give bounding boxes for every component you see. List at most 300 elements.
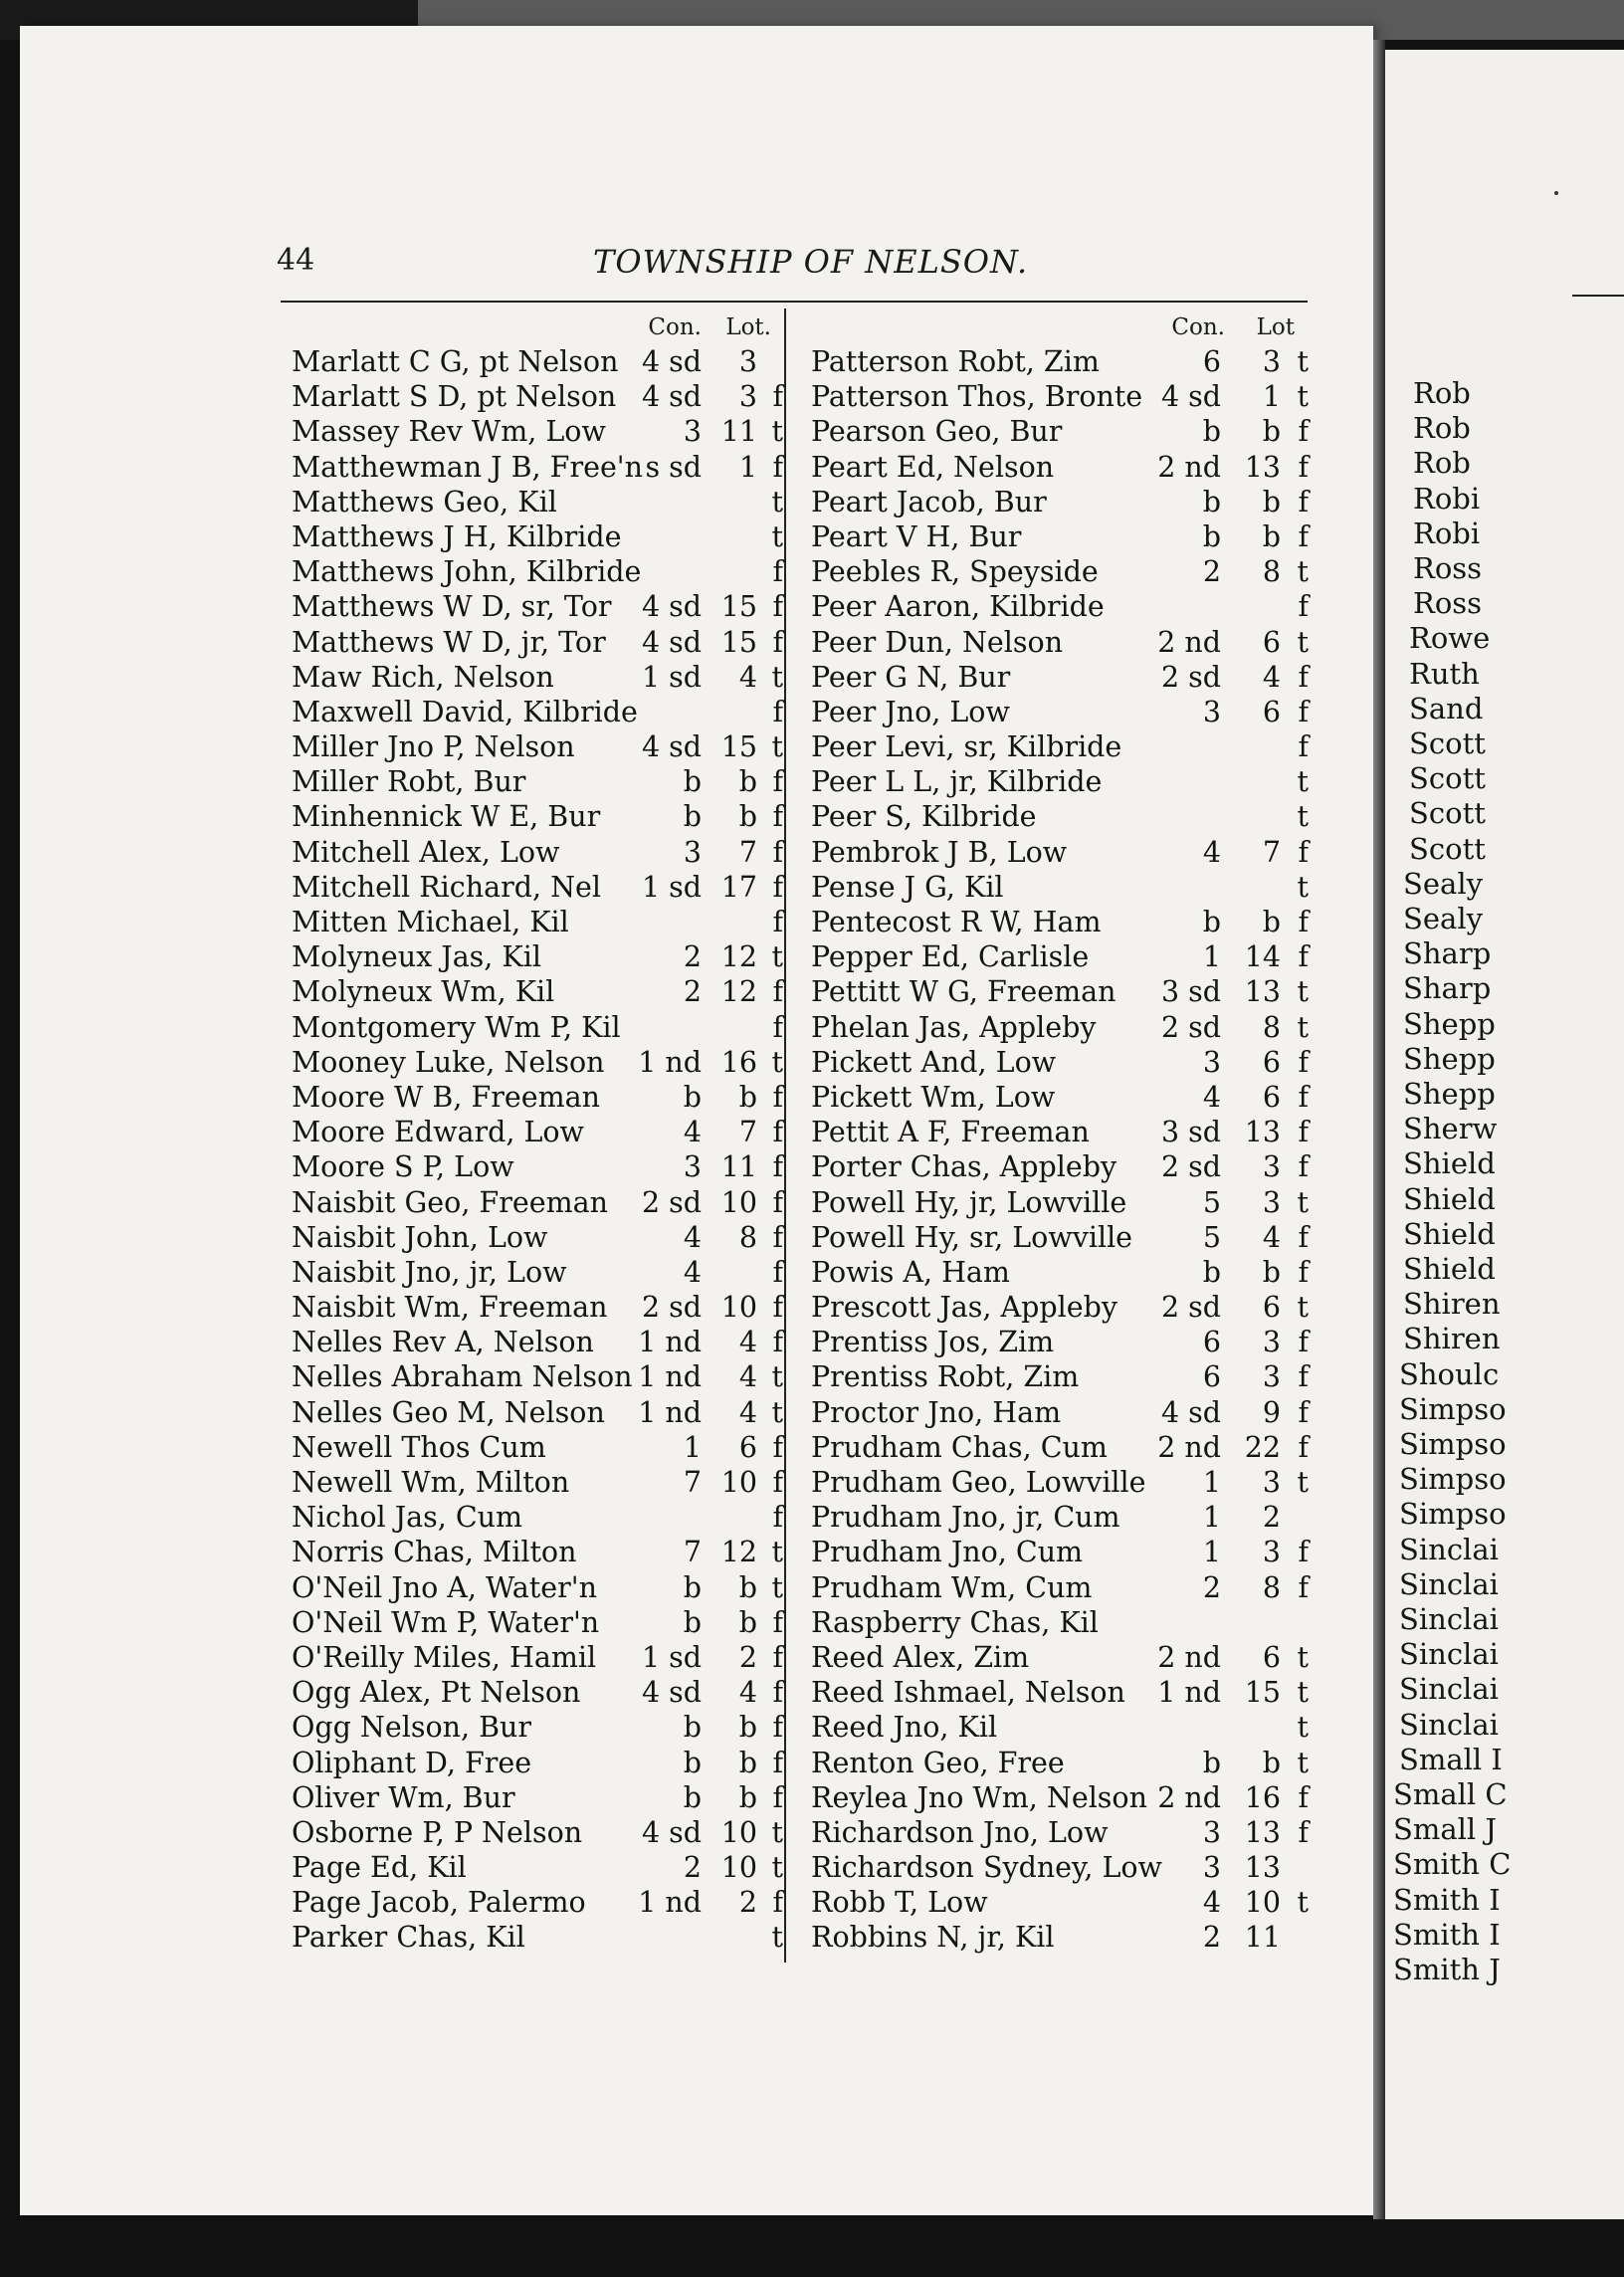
directory-entry xyxy=(292,1045,783,1080)
entry-concession: 6 xyxy=(1202,1326,1221,1359)
page-title: TOWNSHIP OF NELSON. xyxy=(593,243,1029,281)
directory-entry xyxy=(811,1359,1309,1394)
directory-entry xyxy=(292,1080,783,1115)
entry-tenure: f xyxy=(772,1150,783,1184)
entry-lot: 15 xyxy=(1244,1676,1281,1710)
entry-tenure: f xyxy=(1298,1116,1309,1149)
entry-concession: b xyxy=(1202,485,1221,518)
entry-tenure: f xyxy=(1298,415,1309,449)
facing-name-fragment: Sinclai xyxy=(1399,1532,1499,1566)
entry-name: Molyneux Jas, Kil xyxy=(292,940,541,974)
page-header xyxy=(20,243,1373,287)
entry-tenure: f xyxy=(772,906,783,938)
right-column xyxy=(811,314,1309,1956)
entry-name: Robbins N, jr, Kil xyxy=(811,1921,1055,1955)
directory-entry xyxy=(292,695,783,729)
facing-name-fragment: Sealy xyxy=(1403,902,1483,935)
entry-tenure: f xyxy=(1298,1780,1309,1814)
entry-concession: 3 xyxy=(1202,1045,1221,1079)
entry-lot: b xyxy=(1262,1255,1281,1289)
entry-name: Marlatt S D, pt Nelson xyxy=(292,380,617,414)
entry-tenure: f xyxy=(772,1255,783,1289)
entry-concession: 2 xyxy=(683,1851,702,1885)
entry-tenure: t xyxy=(1297,1466,1309,1499)
entry-lot: 3 xyxy=(1262,1185,1281,1219)
entry-name: Reed Ishmael, Nelson xyxy=(811,1676,1125,1710)
entry-name: Prudham Wm, Cum xyxy=(811,1570,1093,1604)
entry-concession: 2 nd xyxy=(1157,1780,1221,1814)
entry-lot: 10 xyxy=(1244,1886,1281,1920)
directory-entry xyxy=(811,835,1309,870)
directory-entry xyxy=(811,1570,1309,1605)
directory-entry xyxy=(292,1465,783,1500)
entry-concession: 1 sd xyxy=(641,1640,702,1674)
entry-concession: 2 nd xyxy=(1157,1430,1221,1464)
entry-tenure: f xyxy=(772,1080,783,1114)
book-page xyxy=(20,26,1373,2215)
entry-name: Matthews J H, Kilbride xyxy=(292,519,622,553)
facing-name-fragment: Shepp xyxy=(1403,1077,1496,1111)
entry-name: Patterson Robt, Zim xyxy=(811,345,1100,378)
entry-lot: b xyxy=(738,800,757,834)
entry-name: Pickett Wm, Low xyxy=(811,1080,1056,1114)
entry-lot: 15 xyxy=(720,730,757,764)
entry-concession: b xyxy=(1202,1255,1221,1289)
entry-concession: 7 xyxy=(683,1466,702,1499)
directory-entry xyxy=(292,1149,783,1184)
entry-name: Page Jacob, Palermo xyxy=(292,1886,586,1920)
entry-lot: 15 xyxy=(720,590,757,624)
entry-concession: s sd xyxy=(645,450,702,484)
directory-entry xyxy=(811,1149,1309,1184)
entry-tenure: f xyxy=(772,1010,783,1044)
entry-name: Reylea Jno Wm, Nelson xyxy=(811,1780,1147,1814)
directory-entry xyxy=(292,625,783,660)
entry-name: Richardson Sydney, Low xyxy=(811,1851,1162,1885)
right-column-header xyxy=(811,314,1309,344)
entry-lot: 8 xyxy=(1262,555,1281,589)
entry-lot: b xyxy=(1262,415,1281,449)
facing-name-fragment: Scott xyxy=(1409,796,1486,831)
entry-name: O'Neil Jno A, Water'n xyxy=(292,1570,597,1604)
facing-name-fragment: Scott xyxy=(1409,831,1486,866)
entry-tenure: t xyxy=(1297,975,1309,1009)
entry-name: Mitten Michael, Kil xyxy=(292,906,569,938)
directory-entry xyxy=(811,1850,1309,1885)
entry-concession: 3 xyxy=(1202,1851,1221,1885)
entry-tenure: f xyxy=(772,835,783,869)
right-entries xyxy=(811,344,1309,1956)
entry-tenure: t xyxy=(771,1536,783,1569)
entry-name: Oliver Wm, Bur xyxy=(292,1780,515,1814)
directory-entry xyxy=(811,379,1309,414)
facing-name-fragment: Shoulc xyxy=(1399,1356,1500,1391)
entry-lot: 13 xyxy=(1244,975,1281,1009)
directory-entry xyxy=(292,1290,783,1325)
directory-entry xyxy=(292,344,783,379)
facing-name-fragment: Sand xyxy=(1409,691,1484,725)
entry-concession: 4 sd xyxy=(641,730,702,764)
entry-concession: b xyxy=(1202,519,1221,553)
facing-name-fragment: Shield xyxy=(1403,1216,1496,1251)
entry-name: Mitchell Alex, Low xyxy=(292,835,560,869)
entry-name: Prescott Jas, Appleby xyxy=(811,1291,1117,1325)
facing-name-fragment: Robi xyxy=(1413,516,1481,550)
book-spine xyxy=(1373,40,1385,2219)
entry-lot: 6 xyxy=(1262,1291,1281,1325)
directory-entry xyxy=(811,1255,1309,1290)
entry-concession: 1 nd xyxy=(638,1045,702,1079)
entry-concession: 3 xyxy=(1202,695,1221,728)
entry-lot: 3 xyxy=(738,345,757,378)
directory-entry xyxy=(811,625,1309,660)
entry-name: Ogg Nelson, Bur xyxy=(292,1711,532,1745)
page-number: 44 xyxy=(277,243,315,278)
directory-entry xyxy=(292,1500,783,1535)
directory-entry xyxy=(292,1010,783,1045)
entry-name: Prentiss Robt, Zim xyxy=(811,1360,1080,1394)
entry-name: Marlatt C G, pt Nelson xyxy=(292,345,619,378)
directory-entry xyxy=(292,1780,783,1815)
directory-entry xyxy=(292,1605,783,1640)
directory-entry xyxy=(811,1815,1309,1850)
facing-name-fragment: Small J xyxy=(1393,1812,1498,1847)
facing-name-fragment: Ross xyxy=(1413,551,1483,585)
entry-concession: 5 xyxy=(1202,1220,1221,1254)
entry-name: Pembrok J B, Low xyxy=(811,835,1068,869)
con-header: Con. xyxy=(648,314,702,340)
entry-name: Montgomery Wm P, Kil xyxy=(292,1010,621,1044)
entry-tenure: f xyxy=(772,695,783,728)
entry-name: Peer G N, Bur xyxy=(811,660,1011,694)
entry-tenure: f xyxy=(1298,730,1309,764)
directory-entry xyxy=(292,1885,783,1920)
entry-name: Powell Hy, jr, Lowville xyxy=(811,1185,1127,1219)
facing-name-fragment: Scott xyxy=(1409,761,1486,796)
facing-name-fragment: Scott xyxy=(1409,726,1486,760)
entry-concession: 3 xyxy=(1202,1815,1221,1849)
entry-name: Page Ed, Kil xyxy=(292,1851,467,1885)
entry-name: Renton Geo, Free xyxy=(811,1746,1065,1779)
entry-name: Peer L L, jr, Kilbride xyxy=(811,765,1103,799)
entry-lot: 13 xyxy=(1244,1815,1281,1849)
directory-entry xyxy=(292,1115,783,1149)
facing-name-fragment: Small I xyxy=(1399,1742,1503,1776)
directory-entry xyxy=(811,1045,1309,1080)
directory-entry xyxy=(811,1780,1309,1815)
entry-tenure: f xyxy=(772,765,783,799)
facing-name-fragment: Ruth xyxy=(1409,656,1480,691)
entry-tenure: t xyxy=(1297,625,1309,659)
entry-concession: 6 xyxy=(1202,1360,1221,1394)
entry-name: Moore S P, Low xyxy=(292,1150,514,1184)
directory-entry xyxy=(292,1185,783,1220)
entry-name: Prudham Geo, Lowville xyxy=(811,1466,1146,1499)
directory-entry xyxy=(811,764,1309,799)
entry-lot: 2 xyxy=(738,1640,757,1674)
entry-tenure: f xyxy=(772,1430,783,1464)
directory-entry xyxy=(811,1640,1309,1675)
entry-name: Ogg Alex, Pt Nelson xyxy=(292,1676,581,1710)
entry-concession: 1 nd xyxy=(1157,1676,1221,1710)
entry-tenure: t xyxy=(771,1395,783,1429)
entry-lot: b xyxy=(738,1746,757,1779)
directory-entry xyxy=(811,905,1309,939)
header-rule xyxy=(281,301,1308,303)
entry-name: Reed Alex, Zim xyxy=(811,1640,1030,1674)
entry-tenure: f xyxy=(772,975,783,1009)
directory-entry xyxy=(292,1430,783,1465)
entry-concession: b xyxy=(683,1605,702,1639)
entry-tenure: f xyxy=(1298,835,1309,869)
directory-entry xyxy=(811,1500,1309,1535)
facing-name-fragment: Sinclai xyxy=(1399,1672,1499,1707)
entry-lot: 1 xyxy=(738,450,757,484)
entry-tenure: f xyxy=(772,380,783,414)
entry-name: Parker Chas, Kil xyxy=(292,1921,525,1955)
facing-name-fragment: Shiren xyxy=(1403,1322,1501,1356)
entry-name: Norris Chas, Milton xyxy=(292,1536,577,1569)
directory-entry xyxy=(292,835,783,870)
entry-name: Pearson Geo, Bur xyxy=(811,415,1063,449)
entry-name: Patterson Thos, Bronte xyxy=(811,380,1143,414)
entry-tenure: t xyxy=(1297,555,1309,589)
entry-lot: 13 xyxy=(1244,1851,1281,1885)
entry-concession: 1 nd xyxy=(638,1886,702,1920)
entry-tenure: f xyxy=(1298,590,1309,624)
entry-tenure: f xyxy=(1298,450,1309,484)
entry-name: Matthews John, Kilbride xyxy=(292,555,642,589)
entry-concession: 4 xyxy=(1202,1886,1221,1920)
entry-tenure: f xyxy=(772,555,783,589)
entry-lot: b xyxy=(1262,906,1281,938)
entry-concession: 3 xyxy=(683,1150,702,1184)
entry-concession: 7 xyxy=(683,1536,702,1569)
directory-entry xyxy=(292,1850,783,1885)
entry-tenure: t xyxy=(771,1851,783,1885)
facing-name-fragment: Sinclai xyxy=(1399,1637,1499,1672)
facing-name-fragment: Simpso xyxy=(1399,1391,1507,1426)
facing-name-fragment: Shield xyxy=(1403,1146,1496,1181)
entry-tenure: f xyxy=(772,1291,783,1325)
entry-name: Osborne P, P Nelson xyxy=(292,1815,583,1849)
directory-entry xyxy=(292,1710,783,1745)
entry-lot: 12 xyxy=(720,975,757,1009)
entry-lot: 12 xyxy=(720,1536,757,1569)
directory-entry xyxy=(811,450,1309,485)
entry-concession: 4 sd xyxy=(641,380,702,414)
directory-entry xyxy=(292,1920,783,1955)
entry-name: Nelles Geo M, Nelson xyxy=(292,1395,605,1429)
directory-entry xyxy=(811,1885,1309,1920)
entry-lot: 4 xyxy=(738,1395,757,1429)
entry-concession: 6 xyxy=(1202,345,1221,378)
directory-entry xyxy=(292,1640,783,1675)
entry-tenure: f xyxy=(1298,1045,1309,1079)
facing-name-fragment: Shiren xyxy=(1403,1287,1501,1322)
entry-name: Newell Wm, Milton xyxy=(292,1466,570,1499)
entry-concession: 2 sd xyxy=(1160,1150,1221,1184)
entry-lot: 3 xyxy=(1262,1326,1281,1359)
entry-concession: b xyxy=(683,1746,702,1779)
directory-entry xyxy=(811,1185,1309,1220)
entry-name: Pense J G, Kil xyxy=(811,870,1004,904)
entry-concession: b xyxy=(683,800,702,834)
entry-name: Miller Robt, Bur xyxy=(292,765,526,799)
directory-entry xyxy=(811,485,1309,519)
entry-lot: 7 xyxy=(738,1116,757,1149)
entry-concession: 2 sd xyxy=(1160,1010,1221,1044)
directory-entry xyxy=(811,1605,1309,1640)
entry-name: Prudham Chas, Cum xyxy=(811,1430,1108,1464)
entry-tenure: t xyxy=(1297,870,1309,904)
entry-concession: 4 xyxy=(683,1255,702,1289)
directory-entry xyxy=(292,660,783,695)
entry-tenure: f xyxy=(772,1746,783,1779)
facing-name-fragment: Ross xyxy=(1413,586,1483,621)
directory-entry xyxy=(292,1570,783,1605)
entry-name: O'Neil Wm P, Water'n xyxy=(292,1605,600,1639)
entry-concession: 3 xyxy=(683,835,702,869)
entry-lot: 3 xyxy=(1262,345,1281,378)
entry-concession: 4 xyxy=(1202,1080,1221,1114)
entry-concession: 4 sd xyxy=(641,1676,702,1710)
entry-tenure: f xyxy=(772,450,783,484)
entry-tenure: t xyxy=(771,730,783,764)
entry-name: Mooney Luke, Nelson xyxy=(292,1045,605,1079)
entry-name: Peebles R, Speyside xyxy=(811,555,1099,589)
entry-concession: 4 sd xyxy=(1160,380,1221,414)
entry-lot: 6 xyxy=(1262,1080,1281,1114)
entry-tenure: t xyxy=(1297,1185,1309,1219)
entry-concession: 1 xyxy=(1202,1501,1221,1535)
entry-name: Matthewman J B, Free'n xyxy=(292,450,643,484)
facing-name-fragment: Simpso xyxy=(1399,1427,1507,1461)
entry-concession: 5 xyxy=(1202,1185,1221,1219)
entry-lot: 2 xyxy=(738,1886,757,1920)
directory-entry xyxy=(292,519,783,554)
left-column xyxy=(292,314,783,1956)
entry-tenure: t xyxy=(771,660,783,694)
entry-lot: 22 xyxy=(1244,1430,1281,1464)
entry-tenure: f xyxy=(1298,1570,1309,1604)
directory-entry xyxy=(292,1535,783,1569)
entry-tenure: f xyxy=(772,1886,783,1920)
entry-name: Richardson Jno, Low xyxy=(811,1815,1109,1849)
entry-lot: 6 xyxy=(1262,695,1281,728)
entry-concession: 4 sd xyxy=(1160,1395,1221,1429)
entry-lot: 11 xyxy=(1244,1921,1281,1955)
entry-concession: 1 sd xyxy=(641,870,702,904)
entry-lot: 10 xyxy=(720,1466,757,1499)
entry-name: Phelan Jas, Appleby xyxy=(811,1010,1097,1044)
entry-name: Pepper Ed, Carlisle xyxy=(811,940,1090,974)
entry-concession: 1 nd xyxy=(638,1360,702,1394)
entry-name: Peart Ed, Nelson xyxy=(811,450,1055,484)
facing-name-fragment: Shield xyxy=(1403,1252,1496,1286)
entry-concession: 4 sd xyxy=(641,625,702,659)
entry-tenure: t xyxy=(771,940,783,974)
entry-lot: 11 xyxy=(720,1150,757,1184)
entry-concession: 2 sd xyxy=(1160,660,1221,694)
facing-name-fragment: Sinclai xyxy=(1399,1707,1499,1742)
directory-entry xyxy=(292,1220,783,1255)
entry-tenure: f xyxy=(772,800,783,834)
entry-concession: b xyxy=(683,1080,702,1114)
entry-tenure: f xyxy=(772,590,783,624)
entry-tenure: f xyxy=(1298,1395,1309,1429)
entry-lot: 7 xyxy=(738,835,757,869)
entry-lot: b xyxy=(1262,485,1281,518)
facing-name-fragment: Smith I xyxy=(1393,1917,1501,1952)
entry-concession: 3 sd xyxy=(1160,975,1221,1009)
entry-concession: 3 xyxy=(683,415,702,449)
entry-concession: 2 xyxy=(683,940,702,974)
entry-tenure: t xyxy=(1297,800,1309,834)
entry-concession: 2 nd xyxy=(1157,625,1221,659)
entry-tenure: f xyxy=(1298,1080,1309,1114)
entry-lot: 4 xyxy=(1262,660,1281,694)
entry-name: Miller Jno P, Nelson xyxy=(292,730,575,764)
entry-lot: 3 xyxy=(1262,1536,1281,1569)
directory-entry xyxy=(811,1710,1309,1745)
entry-concession: 1 nd xyxy=(638,1326,702,1359)
directory-entry xyxy=(292,1675,783,1710)
directory-entry xyxy=(292,729,783,764)
entry-tenure: t xyxy=(771,415,783,449)
directory-entry xyxy=(811,939,1309,974)
entry-tenure: t xyxy=(1297,1711,1309,1745)
entry-concession: 1 xyxy=(1202,1466,1221,1499)
directory-entry xyxy=(811,1010,1309,1045)
entry-lot: b xyxy=(738,1080,757,1114)
entry-tenure: f xyxy=(1298,1255,1309,1289)
entry-concession: 2 nd xyxy=(1157,450,1221,484)
entry-name: Pentecost R W, Ham xyxy=(811,906,1102,938)
directory-entry xyxy=(811,1920,1309,1955)
directory-entry xyxy=(292,1815,783,1850)
entry-lot: 3 xyxy=(1262,1150,1281,1184)
facing-name-fragment: Rob xyxy=(1413,411,1471,446)
entry-tenure: t xyxy=(1297,1640,1309,1674)
entry-name: Mitchell Richard, Nel xyxy=(292,870,602,904)
directory-entry xyxy=(292,764,783,799)
entry-name: Porter Chas, Appleby xyxy=(811,1150,1117,1184)
entry-concession: 2 xyxy=(1202,1570,1221,1604)
entry-name: Maw Rich, Nelson xyxy=(292,660,554,694)
directory-entry xyxy=(811,1535,1309,1569)
directory-entry xyxy=(811,519,1309,554)
directory-entry xyxy=(811,1115,1309,1149)
entry-tenure: t xyxy=(1297,765,1309,799)
entry-name: O'Reilly Miles, Hamil xyxy=(292,1640,597,1674)
entry-name: Maxwell David, Kilbride xyxy=(292,695,638,728)
entry-name: Prudham Jno, jr, Cum xyxy=(811,1501,1120,1535)
entry-tenure: t xyxy=(771,485,783,518)
directory-entry xyxy=(811,870,1309,905)
directory-entry xyxy=(292,450,783,485)
facing-name-fragment: Smith I xyxy=(1393,1882,1501,1917)
entry-concession: 1 xyxy=(1202,940,1221,974)
entry-name: Peer Jno, Low xyxy=(811,695,1010,728)
entry-name: Nichol Jas, Cum xyxy=(292,1501,523,1535)
entry-lot: 15 xyxy=(720,625,757,659)
facing-name-fragment: Simpso xyxy=(1399,1462,1507,1497)
entry-tenure: f xyxy=(772,1466,783,1499)
entry-lot: b xyxy=(1262,1746,1281,1779)
facing-name-fragment: Simpso xyxy=(1399,1497,1507,1532)
entry-tenure: f xyxy=(1298,1430,1309,1464)
